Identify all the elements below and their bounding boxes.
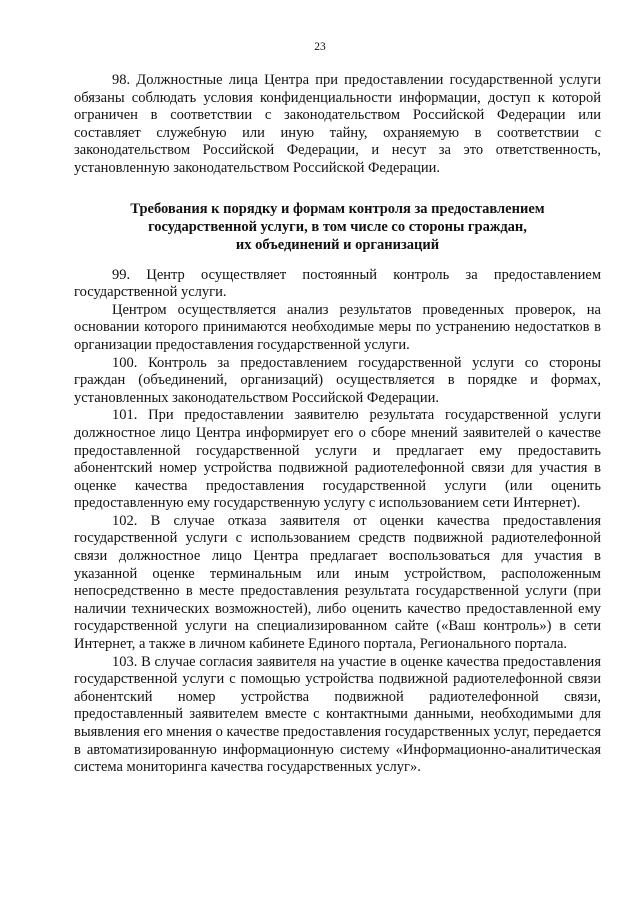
paragraph-98: 98. Должностные лица Центра при предоставлении государственной услуги обязаны соблюдать условия конфиденциальности информации, доступ к которой ограничен в соответствии с законодательством Российской Федерации или составляет служебную или иную тайну, охраняемую в соответствии с законодательством Российской Федерации, и несут за это ответственность, установленную законодательством Российской Федерации. [74, 72, 601, 176]
paragraph-101: 101. При предоставлении заявителю результата государственной услуги должностное лицо Центра информирует его о сборе мнений заявителей о качестве предоставленной государственной услуги и предлагает ему предоставить абонентский номер устройства подвижной радиотелефонной связи для участия в оценке качества предоставления государственной услуги (или оценить предоставленную ему государственную услугу с использованием сети Интернет). [74, 407, 601, 512]
paragraph-99-continued: Центром осуществляется анализ результатов проведенных проверок, на основании которого принимаются необходимые меры по устранению недостатков в организации предоставления государственной услуги. [74, 301, 601, 353]
page-number: 23 [314, 41, 326, 53]
section-heading: Требования к порядку и формам контроля за предоставлением государственной услуги, в том числе со стороны граждан, их объединений и организаций [130, 200, 545, 253]
paragraph-100: 100. Контроль за предоставлением государственной услуги со стороны граждан (объединений, организаций) осуществляется в порядке и формах, установленных законодательством Российской Федерации. [74, 354, 601, 406]
paragraph-103: 103. В случае согласия заявителя на участие в оценке качества предоставления государственной услуги с помощью устройства подвижной радиотелефонной связи абонентский номер устройства подвижной радиотелефонной связи, предоставленный заявителем вместе с контактными данными, необходимыми для выявления его мнения о качестве предоставления государственных услуг, передается в автоматизированную информационную систему «Информационно-аналитическая система мониторинга качества государственных услуг». [74, 653, 601, 776]
paragraph-102: 102. В случае отказа заявителя от оценки качества предоставления государственной услуги с использованием средств подвижной радиотелефонной связи должностное лицо Центра предлагает воспользоваться для участия в указанной оценке терминальным или иным устройством, расположенным непосредственно в месте предоставления результата государственной услуги (при наличии технических возможностей), либо оценить качество предоставленной ему государственной услуги на специализированном сайте («Ваш контроль») в сети Интернет, а также в личном кабинете Единого портала, Регионального портала. [74, 512, 601, 653]
paragraph-99: 99. Центр осуществляет постоянный контроль за предоставлением государственной услуги. [74, 266, 601, 301]
document-body [74, 72, 601, 777]
